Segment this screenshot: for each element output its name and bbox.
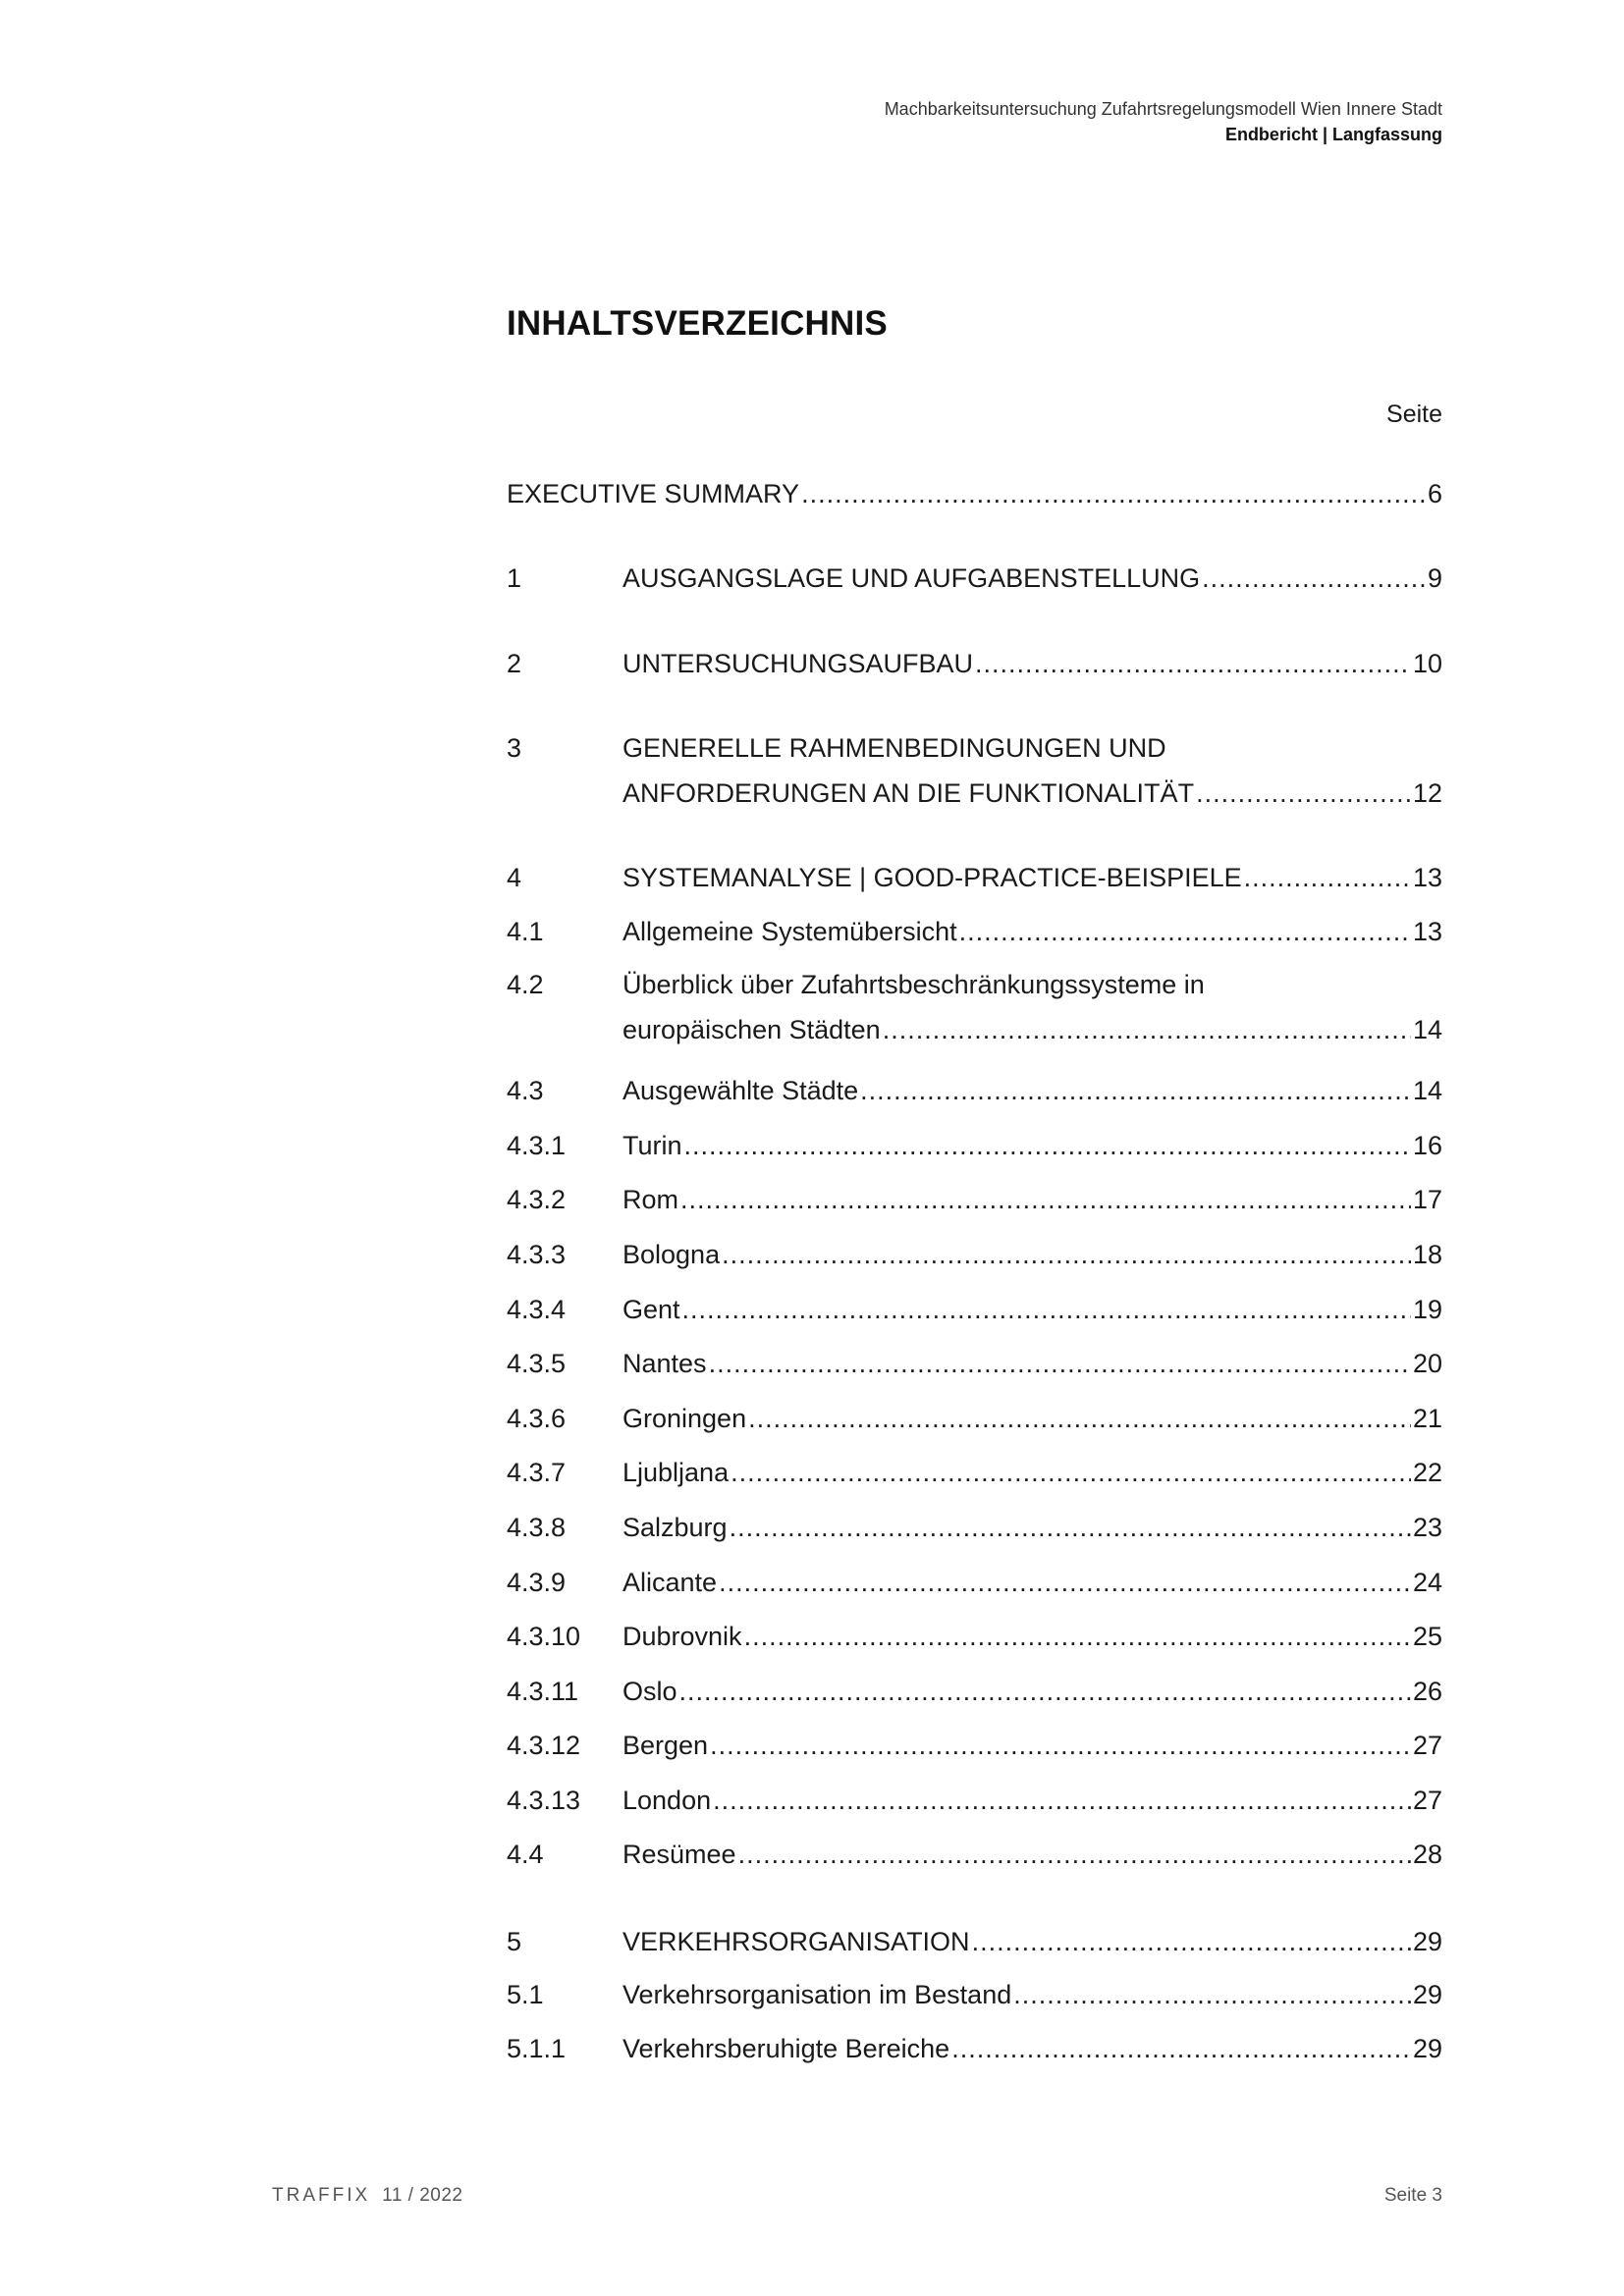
- toc-entry-title: UNTERSUCHUNGSAUFBAU: [623, 649, 974, 678]
- leader-dots: [680, 1177, 1411, 1222]
- toc-entry-title: Oslo: [623, 1677, 677, 1706]
- toc-entry-number: 4.3.10: [507, 1622, 581, 1651]
- toc-entry-title: Rom: [623, 1185, 679, 1214]
- leader-dots: [1196, 771, 1411, 816]
- report-subtitle: Endbericht | Langfassung: [1224, 125, 1442, 144]
- toc-entry-page: 17: [1412, 1185, 1442, 1214]
- toc-entry-title: Verkehrsberuhigte Bereiche: [623, 2034, 950, 2063]
- toc-entry-number: 4.3.1: [507, 1131, 567, 1160]
- toc-entry-page: 13: [1412, 863, 1442, 892]
- toc-entry-page: 13: [1412, 917, 1442, 946]
- leader-dots: [975, 641, 1411, 686]
- toc-entry-number: 3: [507, 733, 522, 763]
- toc-entry-title: Allgemeine Systemübersicht: [623, 917, 957, 946]
- toc-entry-number: 4.3.9: [507, 1568, 567, 1597]
- toc-entry-page: 10: [1412, 649, 1442, 678]
- toc-entry[interactable]: [507, 1560, 1442, 1605]
- toc-entry-page: 22: [1412, 1458, 1442, 1487]
- toc-entry[interactable]: [507, 1778, 1442, 1823]
- leader-dots: [738, 1832, 1411, 1877]
- toc-entry[interactable]: [507, 855, 1442, 900]
- leader-dots: [748, 1396, 1411, 1441]
- toc-entry-number: 4.3.3: [507, 1240, 567, 1269]
- page-number: Seite 3: [1383, 2185, 1442, 2206]
- toc-entry-number: 4.2: [507, 970, 544, 999]
- toc-entry-title: Bologna: [623, 1240, 721, 1269]
- page-column-label: Seite: [1386, 400, 1442, 428]
- leader-dots: [959, 909, 1411, 954]
- toc-entry-number: 4.3.2: [507, 1185, 567, 1214]
- toc-entry-title: Bergen: [623, 1731, 709, 1760]
- toc-entry[interactable]: [507, 1123, 1442, 1168]
- leader-dots: [713, 1778, 1411, 1823]
- leader-dots: [801, 471, 1426, 516]
- toc-entry-title: AUSGANGSLAGE UND AUFGABENSTELLUNG: [623, 563, 1201, 593]
- leader-dots: [710, 1723, 1411, 1768]
- toc-entry-number: 4.3: [507, 1076, 544, 1105]
- toc-entry-title: Ljubljana: [623, 1458, 730, 1487]
- toc-entry-title: Ausgewählte Städte: [623, 1076, 859, 1105]
- toc-entry[interactable]: [507, 2026, 1442, 2071]
- toc-entry-title: Groningen: [623, 1404, 747, 1433]
- toc-entry-title: Resümee: [623, 1840, 736, 1869]
- toc-entry[interactable]: [507, 1832, 1442, 1877]
- toc-entry-number: 4.3.6: [507, 1404, 567, 1433]
- toc-entry-title: Gent: [623, 1295, 680, 1324]
- toc-entry[interactable]: [507, 962, 1442, 1052]
- toc-entry-number: 5: [507, 1927, 522, 1956]
- company-name: TRAFFIX: [272, 2185, 371, 2206]
- leader-dots: [709, 1341, 1411, 1386]
- toc-entry-title: Verkehrsorganisation im Bestand: [623, 1980, 1012, 2009]
- toc-entry-title: Dubrovnik: [623, 1622, 742, 1651]
- toc-entry-number: 4.3.12: [507, 1731, 581, 1760]
- leader-dots: [684, 1123, 1411, 1168]
- toc-entry-page: 20: [1412, 1349, 1442, 1378]
- leader-dots: [972, 1919, 1411, 1964]
- toc-entry[interactable]: [507, 1614, 1442, 1659]
- toc-entry-page: 26: [1412, 1677, 1442, 1706]
- toc-entry-number: 4.3.11: [507, 1677, 579, 1706]
- toc-entry-page: 18: [1412, 1240, 1442, 1269]
- toc-entry-page: 16: [1412, 1131, 1442, 1160]
- toc-entry[interactable]: [507, 471, 1442, 516]
- leader-dots: [1202, 556, 1426, 601]
- toc-entry[interactable]: [507, 1669, 1442, 1714]
- toc-heading: INHALTSVERZEICHNIS: [507, 304, 888, 343]
- leader-dots: [682, 1287, 1411, 1332]
- toc-entry[interactable]: [507, 641, 1442, 686]
- toc-entry-page: 29: [1412, 1980, 1442, 2009]
- leader-dots: [860, 1068, 1411, 1113]
- leader-dots: [679, 1669, 1411, 1714]
- toc-entry-title: Nantes: [623, 1349, 707, 1378]
- toc-entry-number: 5.1.1: [507, 2034, 567, 2063]
- toc-entry[interactable]: [507, 1068, 1442, 1113]
- toc-entry-page: 28: [1412, 1840, 1442, 1869]
- toc-entry-page: 14: [1412, 1015, 1442, 1044]
- toc-entry[interactable]: [507, 1177, 1442, 1222]
- toc-entry[interactable]: [507, 1723, 1442, 1768]
- toc-entry[interactable]: [507, 1287, 1442, 1332]
- toc-entry[interactable]: [507, 1341, 1442, 1386]
- toc-entry-title: ANFORDERUNGEN AN DIE FUNKTIONALITÄT: [623, 778, 1195, 808]
- toc-entry-page: 23: [1412, 1513, 1442, 1542]
- running-header: [885, 96, 1442, 147]
- toc-entry[interactable]: [507, 1450, 1442, 1495]
- toc-entry-page: 29: [1412, 1927, 1442, 1956]
- toc-entry[interactable]: [507, 1232, 1442, 1277]
- footer-company: [272, 2185, 463, 2207]
- toc-entry-number: 1: [507, 563, 522, 593]
- leader-dots: [744, 1614, 1411, 1659]
- toc-entry[interactable]: [507, 1919, 1442, 1964]
- leader-dots: [951, 2026, 1411, 2071]
- toc-entry[interactable]: [507, 1505, 1442, 1550]
- toc-entry-page: 21: [1412, 1404, 1442, 1433]
- toc-entry-number: 4.3.4: [507, 1295, 567, 1324]
- toc-entry-number: 4.4: [507, 1840, 544, 1869]
- report-date: 11 / 2022: [382, 2185, 463, 2206]
- toc-entry-page: 27: [1412, 1786, 1442, 1815]
- toc-entry-number: 4.3.8: [507, 1513, 567, 1542]
- leader-dots: [883, 1007, 1411, 1052]
- leader-dots: [719, 1560, 1411, 1605]
- toc-entry-page: 6: [1427, 479, 1442, 508]
- toc-entry-title: Überblick über Zufahrtsbeschränkungssysteme in: [623, 970, 1205, 999]
- toc-entry-page: 25: [1412, 1622, 1442, 1651]
- toc-entry-number: 4.1: [507, 917, 544, 946]
- toc-entry-title: Alicante: [623, 1568, 718, 1597]
- leader-dots: [1013, 1972, 1411, 2017]
- toc-entry-page: 29: [1412, 2034, 1442, 2063]
- toc-entry-title: SYSTEMANALYSE | GOOD-PRACTICE-BEISPIELE: [623, 863, 1242, 892]
- report-title: Machbarkeitsuntersuchung Zufahrtsregelungsmodell Wien Innere Stadt: [884, 99, 1442, 119]
- leader-dots: [730, 1505, 1411, 1550]
- toc-entry-title: europäischen Städten: [623, 1015, 881, 1044]
- toc-entry-page: 9: [1427, 563, 1442, 593]
- toc-entry-title: EXECUTIVE SUMMARY: [507, 479, 800, 508]
- toc-entry-title: London: [623, 1786, 712, 1815]
- toc-entry-number: 4.3.5: [507, 1349, 567, 1378]
- toc-entry-page: 19: [1412, 1295, 1442, 1324]
- toc-entry-page: 24: [1412, 1568, 1442, 1597]
- toc-entry[interactable]: [507, 1396, 1442, 1441]
- toc-entry-page: 12: [1412, 778, 1442, 808]
- toc-entry-title: GENERELLE RAHMENBEDINGUNGEN UND: [623, 733, 1166, 763]
- toc-entry-number: 4.3.7: [507, 1458, 567, 1487]
- toc-entry[interactable]: [507, 725, 1442, 816]
- leader-dots: [722, 1232, 1411, 1277]
- toc-entry-number: 4: [507, 863, 522, 892]
- toc-entry-title: Salzburg: [623, 1513, 728, 1542]
- leader-dots: [1244, 855, 1411, 900]
- toc-entry-title: VERKEHRSORGANISATION: [623, 1927, 970, 1956]
- toc-entry[interactable]: [507, 556, 1442, 601]
- toc-entry-number: 5.1: [507, 1980, 544, 2009]
- toc-entry-number: 2: [507, 649, 522, 678]
- toc-entry-page: 27: [1412, 1731, 1442, 1760]
- toc-entry[interactable]: [507, 909, 1442, 954]
- toc-entry[interactable]: [507, 1972, 1442, 2017]
- toc-entry-page: 14: [1412, 1076, 1442, 1105]
- toc-entry-title: Turin: [623, 1131, 682, 1160]
- toc-entry-number: 4.3.13: [507, 1786, 581, 1815]
- leader-dots: [731, 1450, 1411, 1495]
